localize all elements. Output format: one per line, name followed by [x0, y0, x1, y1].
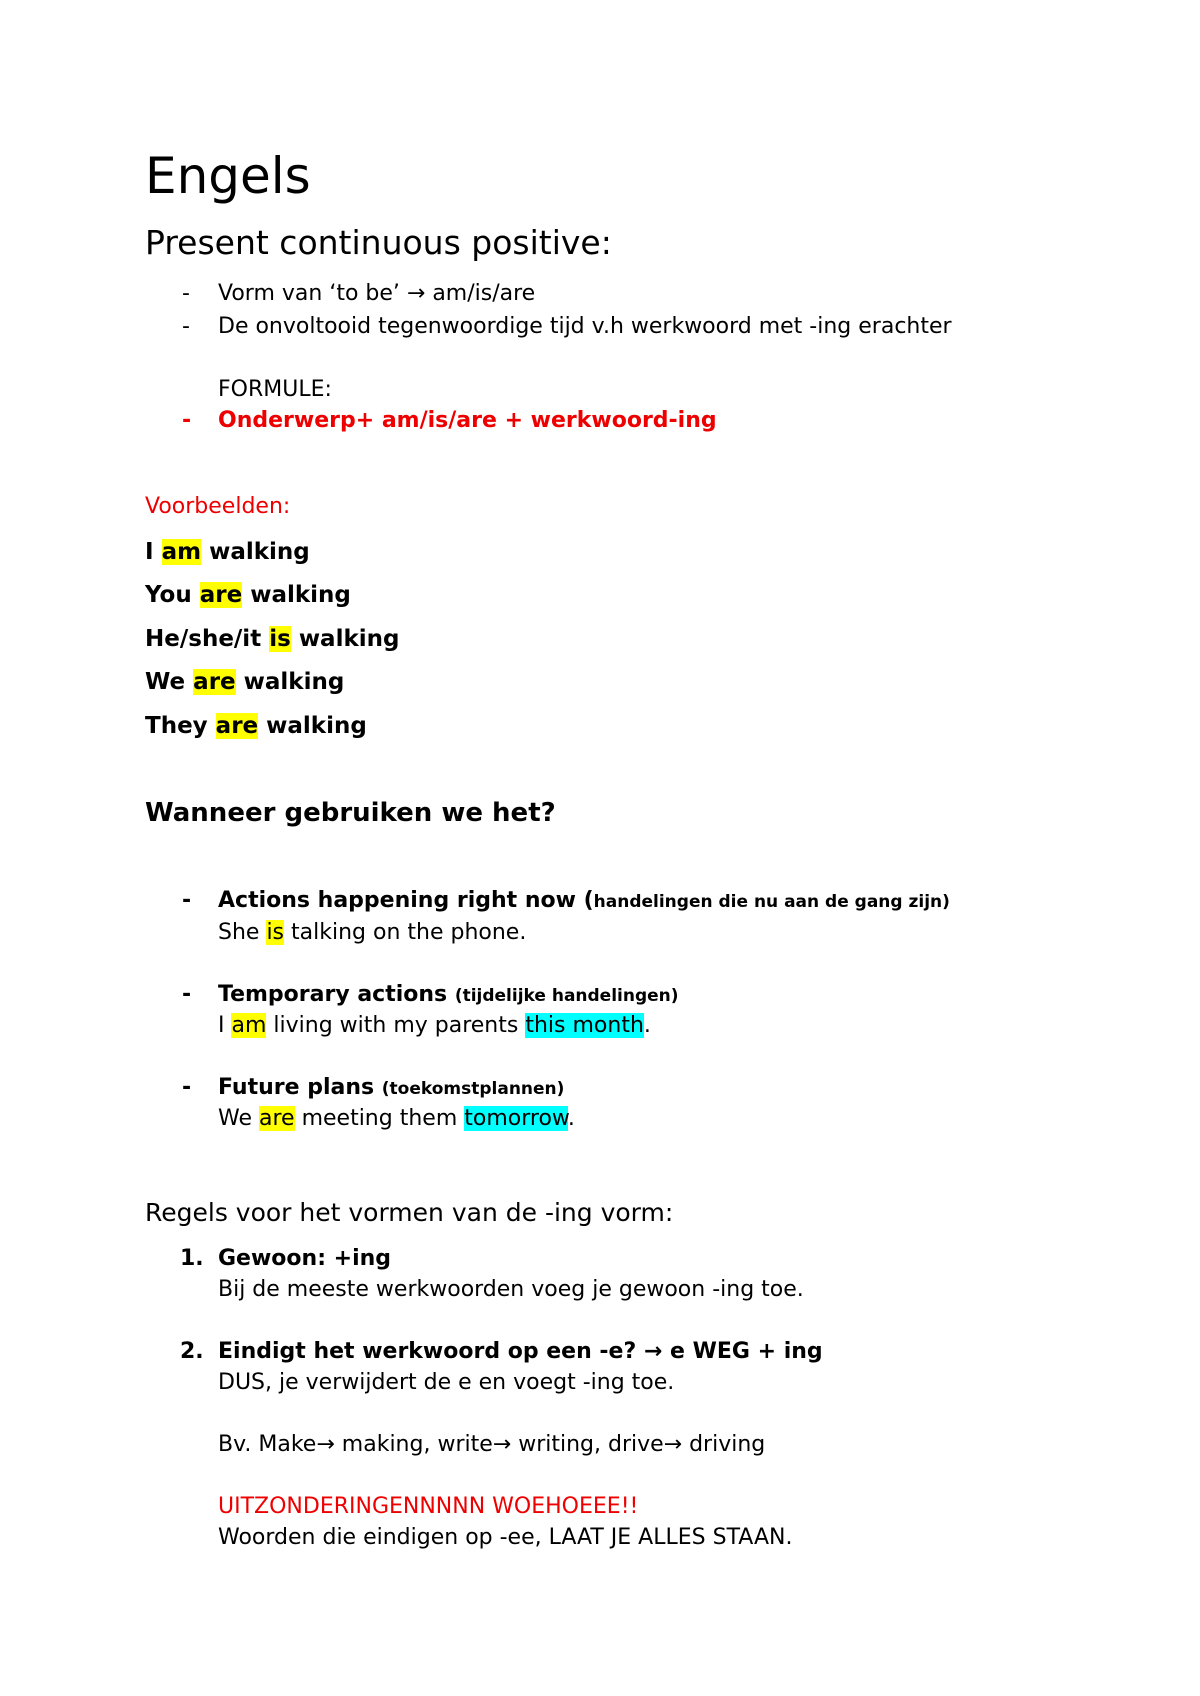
- verb-highlight: are: [215, 713, 259, 739]
- time-highlight: this month: [525, 1013, 644, 1038]
- verb-highlight: are: [259, 1106, 295, 1131]
- usage-item-title: Actions happening right now (handelingen die nu aan de gang zijn): [218, 888, 950, 913]
- exception-text: Woorden die eindigen op -ee, LAAT JE ALLES STAAN.: [218, 1525, 793, 1550]
- bullet-dash: -: [182, 281, 190, 306]
- verb-highlight: is: [269, 626, 291, 652]
- verb-highlight: are: [199, 582, 243, 608]
- time-highlight: tomorrow: [464, 1106, 568, 1131]
- usage-heading: Wanneer gebruiken we het?: [145, 798, 556, 828]
- bullet-dash: -: [182, 314, 190, 339]
- formule-label: FORMULE:: [218, 377, 332, 402]
- rule-text: DUS, je verwijdert de e en voegt -ing toe.: [218, 1370, 675, 1395]
- formule: Onderwerp+ am/is/are + werkwoord-ing: [218, 408, 717, 433]
- usage-item-title: Temporary actions (tijdelijke handelingen): [218, 982, 679, 1007]
- verb-highlight: is: [266, 920, 285, 945]
- section-subtitle: Present continuous positive:: [145, 223, 612, 262]
- bullet-text: am/is/are: [425, 281, 536, 306]
- arrow-icon: →: [316, 1432, 335, 1457]
- example-row: We are walking: [145, 669, 345, 695]
- bullet-onvoltooid: De onvoltooid tegenwoordige tijd v.h werkwoord met -ing erachter: [218, 314, 952, 339]
- arrow-icon: →: [406, 281, 426, 306]
- rules-heading: Regels voor het vormen van de -ing vorm:: [145, 1198, 674, 1227]
- usage-item-title: Future plans (toekomstplannen): [218, 1075, 565, 1100]
- bullet-dash: -: [182, 1075, 192, 1100]
- bullet-dash: -: [182, 982, 192, 1007]
- bullet-form-to-be: [218, 278, 535, 310]
- bullet-dash: -: [182, 888, 192, 913]
- verb-highlight: am: [161, 539, 202, 565]
- rule-title: Eindigt het werkwoord op een -e? → e WEG + ing: [218, 1339, 823, 1364]
- rule-number: 1.: [180, 1246, 204, 1271]
- examples-heading: Voorbeelden:: [145, 494, 291, 519]
- rule-title: Gewoon: +ing: [218, 1246, 392, 1271]
- exception-title: UITZONDERINGENNNNN WOEHOEEE!!: [218, 1494, 639, 1519]
- rule-examples: Bv. Make→ making, write→ writing, drive→ driving: [218, 1432, 766, 1457]
- arrow-icon: →: [492, 1432, 512, 1457]
- usage-item-example: She is talking on the phone.: [218, 920, 527, 945]
- verb-highlight: am: [231, 1013, 267, 1038]
- rule-text: Bij de meeste werkwoorden voeg je gewoon -ing toe.: [218, 1277, 804, 1302]
- usage-item-example: I am living with my parents this month.: [218, 1013, 651, 1038]
- verb-highlight: are: [193, 669, 236, 695]
- rule-number: 2.: [180, 1339, 204, 1364]
- example-row: They are walking: [145, 713, 367, 739]
- bullet-text: Vorm van ‘to be’: [218, 281, 407, 306]
- example-row: You are walking: [145, 582, 351, 608]
- bullet-dash: -: [182, 408, 192, 433]
- arrow-icon: →: [643, 1339, 663, 1364]
- example-row: He/she/it is walking: [145, 626, 400, 652]
- page-title: Engels: [145, 147, 311, 205]
- usage-item-example: We are meeting them tomorrow.: [218, 1106, 575, 1131]
- arrow-icon: →: [663, 1432, 683, 1457]
- example-row: I am walking: [145, 539, 310, 565]
